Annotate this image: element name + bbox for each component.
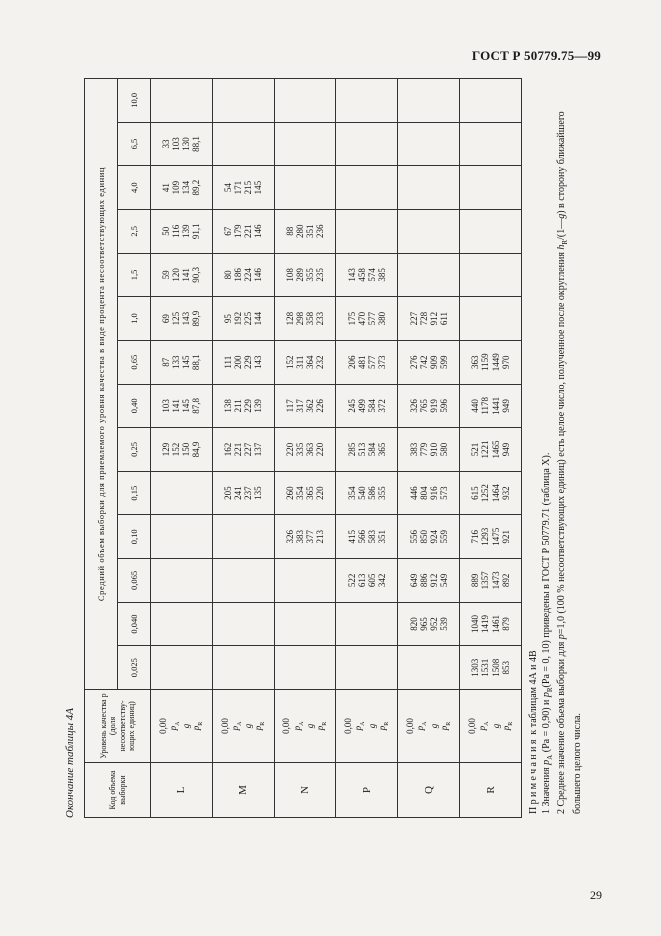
data-cell [151,559,213,603]
data-cell [151,79,213,123]
data-cell [460,122,522,166]
data-cell: 521 1221 1465 949 [460,428,522,472]
aql-header-cell: 0,65 [118,340,151,384]
table-row [336,79,398,818]
row-labels: 0,00 $p_A$ g $p_R$ [398,690,460,763]
aql-header-cell: 4,0 [118,166,151,210]
data-cell [336,122,398,166]
data-cell [336,646,398,690]
rotated-table-block [60,78,600,818]
aql-header-cell: 10,0 [118,79,151,123]
aql-header-cell: 0,040 [118,602,151,646]
data-cell [336,166,398,210]
data-cell [151,646,213,690]
label-pr: p [438,725,449,731]
data-cell: 1040 1419 1461 879 [460,602,522,646]
label-pr: p [253,725,264,731]
label-pr: p [315,725,326,731]
data-cell: 162 221 227 137 [212,428,274,472]
row-labels: 0,00 $p_A$ g $p_R$ [274,690,336,763]
aql-header-cell: 0,15 [118,471,151,515]
data-cell: 175 470 577 380 [336,297,398,341]
label-pr: p [191,725,202,731]
label-g: g [305,723,316,729]
row-code: N [274,763,336,818]
data-cell [274,166,336,210]
label-g: g [366,723,377,729]
row-labels: 0,00 $p_A$ g $p_R$ [151,690,213,763]
data-cell [212,79,274,123]
data-cell [336,602,398,646]
data-cell: 88 280 351 236 [274,209,336,253]
data-cell [398,209,460,253]
label-zero: 0,00 [343,718,354,734]
table-row [151,79,213,818]
data-cell: 129 152 150 84,9 [151,428,213,472]
label-pa: p [353,725,364,731]
row-labels: 0,00 $p_A$ g $p_R$ [336,690,398,763]
data-cell: 354 540 586 355 [336,471,398,515]
data-cell [151,515,213,559]
data-cell [151,471,213,515]
data-cell: 205 241 237 135 [212,471,274,515]
table-row [274,79,336,818]
row-code: P [336,763,398,818]
data-cell [460,297,522,341]
data-cell [274,646,336,690]
data-cell [398,253,460,297]
note-2: 2 Среднее значение объема выборки для p=1,0 (100 % несоответствующих единиц) есть целое число, полученное после округления $h_R/(1—g)$ в сторону ближайшего большего целого числа. [556,111,583,814]
data-cell [460,209,522,253]
aql-header-cell: 6,5 [118,122,151,166]
aql-header-cell: 0,065 [118,559,151,603]
data-cell [336,209,398,253]
data-cell: 383 779 910 580 [398,428,460,472]
data-cell [460,166,522,210]
data-cell [212,646,274,690]
label-zero: 0,00 [281,718,292,734]
header-code: Код объема выборки [85,763,151,818]
data-cell: 440 1178 1441 949 [460,384,522,428]
data-cell: 128 298 358 233 [274,297,336,341]
aql-header-cell: 0,25 [118,428,151,472]
label-g: g [243,723,254,729]
data-cell: 41 109 134 89,2 [151,166,213,210]
data-cell: 95 192 225 144 [212,297,274,341]
data-cell: 227 728 912 611 [398,297,460,341]
label-zero: 0,00 [219,718,230,734]
label-pa: p [291,725,302,731]
data-cell: 522 613 605 342 [336,559,398,603]
label-zero: 0,00 [466,718,477,734]
data-cell: 615 1252 1464 932 [460,471,522,515]
data-cell: 889 1357 1473 892 [460,559,522,603]
data-cell: 59 120 141 90,3 [151,253,213,297]
data-cell: 285 513 584 365 [336,428,398,472]
page-number: 29 [590,888,602,902]
data-cell: 87 133 145 88,1 [151,340,213,384]
sample-size-table [84,78,522,818]
data-cell: 117 317 362 226 [274,384,336,428]
table-title: Окончание таблицы 4А [64,707,76,818]
data-cell: 415 566 583 351 [336,515,398,559]
data-cell [398,166,460,210]
header-quality-level: Уровень качества p (доля несоответству-ющих единиц) [85,690,151,763]
data-cell: 556 850 924 559 [398,515,460,559]
table-header-row [85,79,118,818]
data-cell [336,79,398,123]
row-code: R [460,763,522,818]
aql-header-cell: 0,10 [118,515,151,559]
header-main: Средний объем выборки для приемлемого уровня качества в виде процента несоответствующих единиц [85,79,118,690]
data-cell: 143 458 574 385 [336,253,398,297]
label-pa: p [477,725,488,731]
data-cell: 363 1159 1449 970 [460,340,522,384]
aql-header-cell: 1,5 [118,253,151,297]
table-row [398,79,460,818]
row-code: M [212,763,274,818]
row-labels: 0,00 $p_A$ g $p_R$ [212,690,274,763]
document-code: ГОСТ Р 50779.75—99 [471,48,601,63]
table-row [212,79,274,818]
data-cell: 69 125 143 89,9 [151,297,213,341]
data-cell: 326 765 919 596 [398,384,460,428]
row-code: Q [398,763,460,818]
data-cell: 103 141 145 87,8 [151,384,213,428]
data-cell [398,646,460,690]
data-cell [151,602,213,646]
data-cell: 245 499 584 372 [336,384,398,428]
note-1: 1 Значения $p_A$ (Ра = 0,90) и $p_R(Ра = 0$, 10) приведены в ГОСТ Р 50779.71 (таблица X). [540,452,554,814]
data-cell: 152 311 364 232 [274,340,336,384]
label-zero: 0,00 [405,718,416,734]
label-pr: p [376,725,387,731]
data-cell: 820 965 952 539 [398,602,460,646]
data-cell [274,79,336,123]
data-cell [274,122,336,166]
data-cell [212,515,274,559]
data-cell: 220 335 363 220 [274,428,336,472]
aql-header-cell: 0,40 [118,384,151,428]
aql-header-cell: 2,5 [118,209,151,253]
data-cell [460,79,522,123]
data-cell [212,602,274,646]
data-cell [212,122,274,166]
aql-header-cell: 1,0 [118,297,151,341]
data-cell: 67 179 221 146 [212,209,274,253]
table-body [151,79,522,818]
table-row [460,79,522,818]
label-g: g [428,723,439,729]
data-cell: 54 171 215 145 [212,166,274,210]
data-cell [274,602,336,646]
data-cell [212,559,274,603]
data-cell: 33 103 130 88,1 [151,122,213,166]
data-cell: 50 116 139 91,1 [151,209,213,253]
data-cell: 326 383 377 213 [274,515,336,559]
data-cell: 206 481 577 373 [336,340,398,384]
label-g: g [490,723,501,729]
label-pr: p [500,725,511,731]
aql-header-cell: 0,025 [118,646,151,690]
data-cell [398,79,460,123]
label-zero: 0,00 [157,718,168,734]
notes-title: Примечания к таблицам 4А и 4В [528,650,539,814]
label-pa: p [229,725,240,731]
data-cell: 716 1293 1475 921 [460,515,522,559]
label-g: g [181,723,192,729]
data-cell: 138 211 229 139 [212,384,274,428]
data-cell: 260 354 365 220 [274,471,336,515]
label-pa: p [415,725,426,731]
data-cell: 80 186 224 146 [212,253,274,297]
data-cell [398,122,460,166]
data-cell: 649 886 912 549 [398,559,460,603]
data-cell [460,253,522,297]
data-cell [274,559,336,603]
data-cell: 446 804 916 573 [398,471,460,515]
data-cell: 1303 1531 1508 853 [460,646,522,690]
data-cell: 108 289 355 235 [274,253,336,297]
notes [528,94,584,814]
data-cell: 111 200 229 143 [212,340,274,384]
row-labels: 0,00 $p_A$ g $p_R$ [460,690,522,763]
row-code: L [151,763,213,818]
data-cell: 276 742 909 599 [398,340,460,384]
label-pa: p [167,725,178,731]
